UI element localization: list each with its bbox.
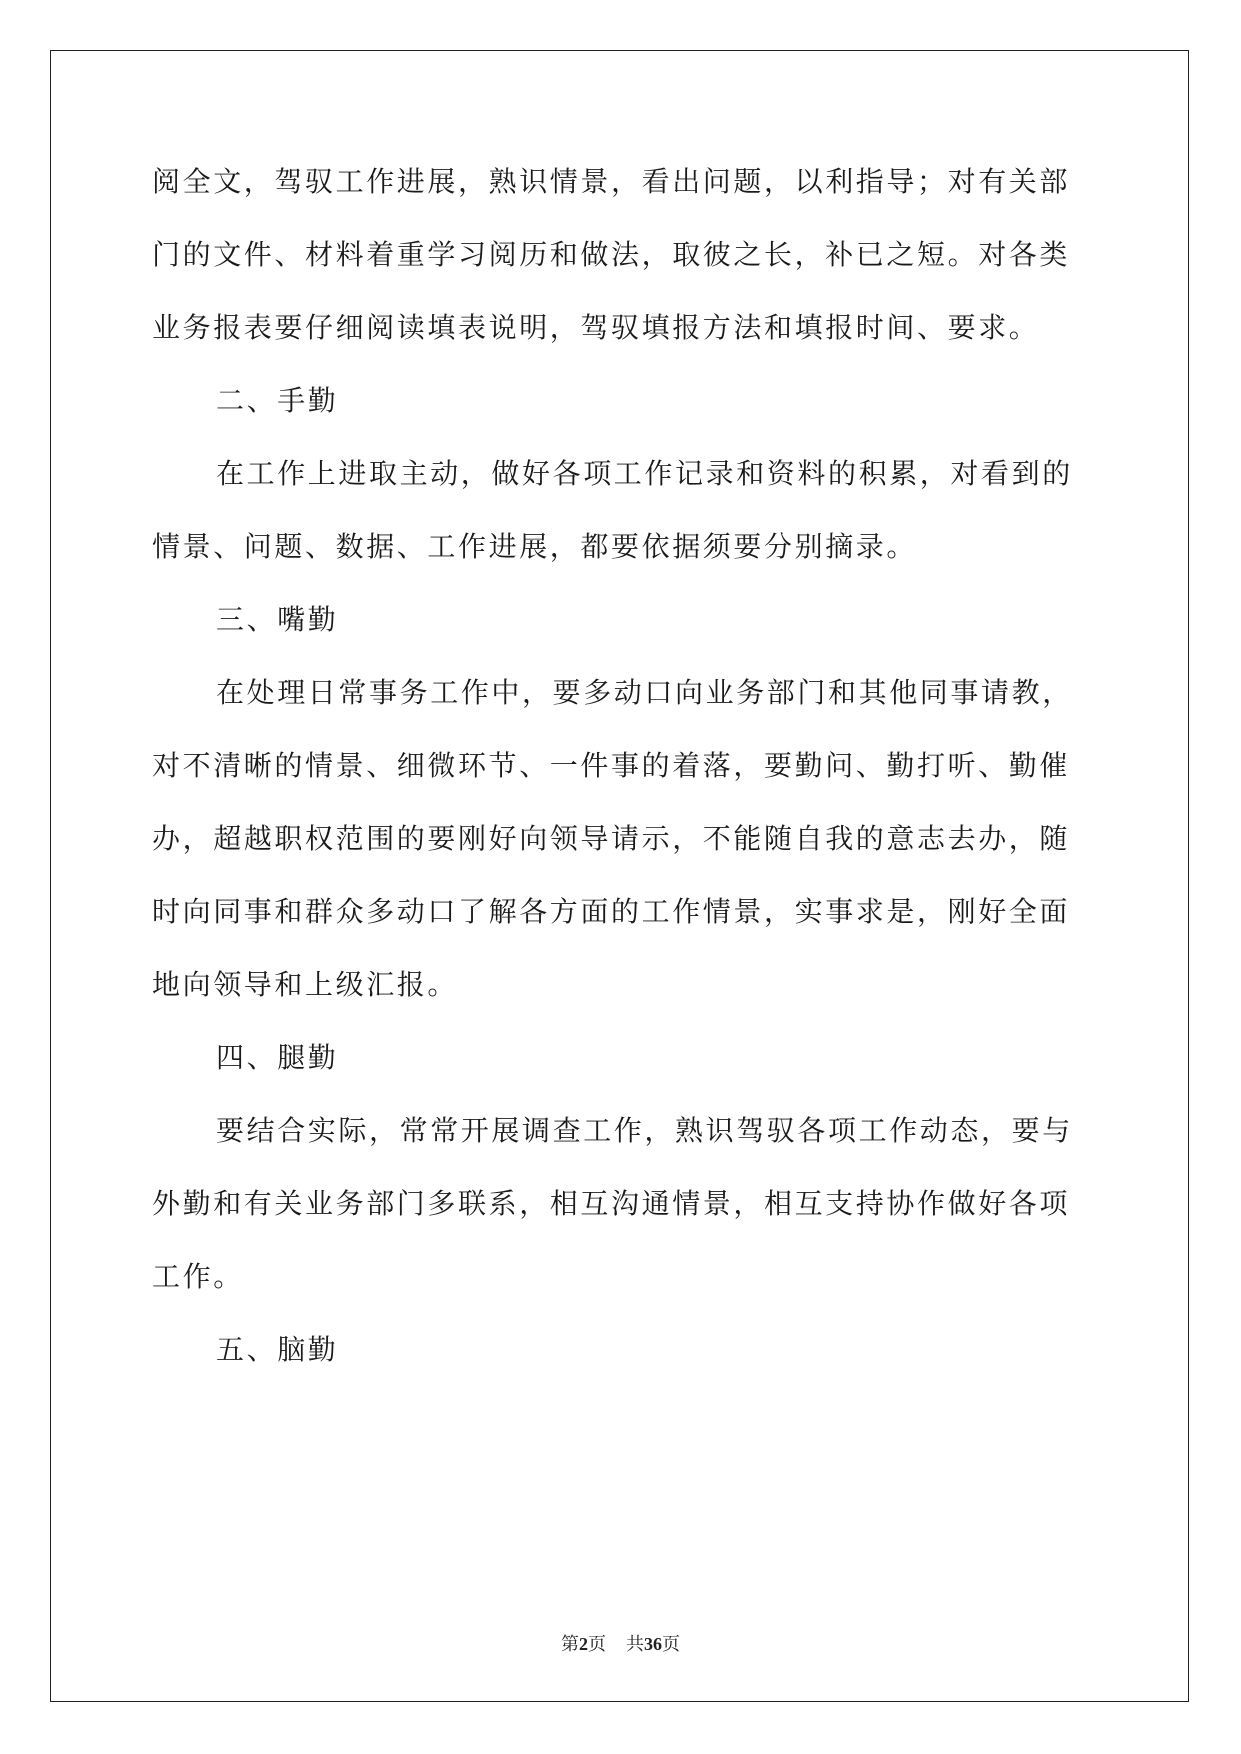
paragraph-line: 业务报表要仔细阅读填表说明，驾驭填报方法和填报时间、要求。	[152, 311, 1040, 344]
page-unit: 页	[588, 1634, 606, 1654]
section-heading-brain: 五、脑勤	[216, 1333, 339, 1366]
paragraph-line: 外勤和有关业务部门多联系，相互沟通情景，相互支持协作做好各项	[152, 1187, 1071, 1220]
paragraph-line: 工作。	[152, 1260, 244, 1293]
total-prefix: 共	[626, 1634, 644, 1654]
paragraph-line: 在工作上进取主动，做好各项工作记录和资料的积累，对看到的	[216, 457, 1073, 490]
paragraph-line: 在处理日常事务工作中，要多动口向业务部门和其他同事请教，	[216, 676, 1073, 709]
page-prefix: 第	[561, 1634, 579, 1654]
page-number-footer	[0, 1632, 1241, 1656]
paragraph-line: 办，超越职权范围的要刚好向领导请示，不能随自我的意志去办，随	[152, 822, 1071, 855]
paragraph-line: 对不清晰的情景、细微环节、一件事的着落，要勤问、勤打听、勤催	[152, 749, 1071, 782]
paragraph-line: 门的文件、材料着重学习阅历和做法，取彼之长，补已之短。对各类	[152, 238, 1071, 271]
section-heading-mouth: 三、嘴勤	[216, 603, 339, 636]
current-page-number: 2	[579, 1634, 588, 1654]
section-heading-legs: 四、腿勤	[216, 1041, 339, 1074]
total-page-count: 36	[644, 1634, 662, 1654]
page-border	[50, 50, 1189, 1702]
paragraph-line: 要结合实际，常常开展调查工作，熟识驾驭各项工作动态，要与	[216, 1114, 1073, 1147]
paragraph-line: 地向领导和上级汇报。	[152, 968, 459, 1001]
section-heading-hands: 二、手勤	[216, 384, 339, 417]
paragraph-line: 阅全文，驾驭工作进展，熟识情景，看出问题，以利指导；对有关部	[152, 165, 1071, 198]
paragraph-line: 时向同事和群众多动口了解各方面的工作情景，实事求是，刚好全面	[152, 895, 1071, 928]
paragraph-line: 情景、问题、数据、工作进展，都要依据须要分别摘录。	[152, 530, 918, 563]
total-unit: 页	[662, 1634, 680, 1654]
